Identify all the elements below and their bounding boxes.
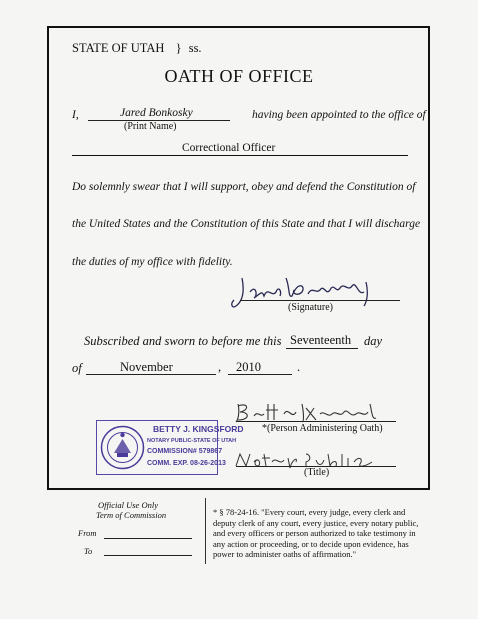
stamp-line2: NOTARY PUBLIC-STATE OF UTAH	[147, 438, 237, 444]
prefix-i: I,	[72, 109, 79, 121]
print-name-value: Jared Bonkosky	[120, 107, 193, 119]
ss-text: ss.	[188, 41, 202, 55]
month-value: November	[120, 360, 173, 374]
oath-line-2: the United States and the Constitution of this State and that I will discharge	[72, 218, 421, 230]
year-line	[228, 374, 292, 375]
administrator-caption: *(Person Administering Oath)	[262, 423, 383, 434]
page-title: OATH OF OFFICE	[164, 66, 314, 86]
to-label: To	[84, 546, 93, 556]
stamp-line4: COMM. EXP. 08-26-2013	[147, 460, 226, 467]
print-name-caption: (Print Name)	[124, 121, 177, 132]
from-line	[104, 538, 192, 539]
official-use-label: Official Use Only	[98, 500, 158, 510]
appointment-suffix: having been appointed to the office of	[252, 109, 426, 121]
day-value: Seventeenth	[290, 333, 352, 347]
term-label: Term of Commission	[96, 510, 167, 520]
administrator-line	[236, 421, 396, 422]
statute-note: * § 78-24-16. "Every court, every judge, every clerk and deputy clerk of any court, every justice, every notary public, and every officers or person authorized to take testimony in any action or proceeding, or to decide upon evidence, has power to administer oaths of affirmation."	[213, 507, 419, 559]
notary-stamp	[96, 420, 244, 475]
office-line	[72, 155, 408, 156]
subscribed-text: Subscribed and sworn to before me this	[84, 334, 282, 348]
brace: }	[175, 41, 182, 55]
office-value: Correctional Officer	[182, 142, 276, 154]
stamp-name: BETTY J. KINGSFORD	[153, 424, 244, 434]
oath-line-1: Do solemnly swear that I will support, obey and defend the Constitution of	[72, 181, 416, 193]
period: .	[297, 360, 301, 374]
state-seal-icon	[100, 425, 145, 470]
footer-divider	[205, 498, 206, 564]
title-caption: (Title)	[304, 467, 330, 478]
day-word: day	[364, 334, 383, 348]
year-value: 2010	[236, 360, 261, 374]
signature-line	[240, 300, 400, 301]
month-line	[86, 374, 216, 375]
comma: ,	[218, 360, 222, 374]
oath-line-3: the duties of my office with fidelity.	[72, 256, 233, 268]
from-label: From	[78, 528, 97, 538]
to-line	[104, 555, 192, 556]
day-line	[286, 348, 358, 349]
state-line	[72, 41, 202, 56]
of-word: of	[72, 361, 82, 375]
stamp-line3: COMMISSION# 579867	[147, 448, 223, 455]
signature-caption: (Signature)	[288, 302, 333, 313]
state-text: STATE OF UTAH	[72, 41, 165, 55]
